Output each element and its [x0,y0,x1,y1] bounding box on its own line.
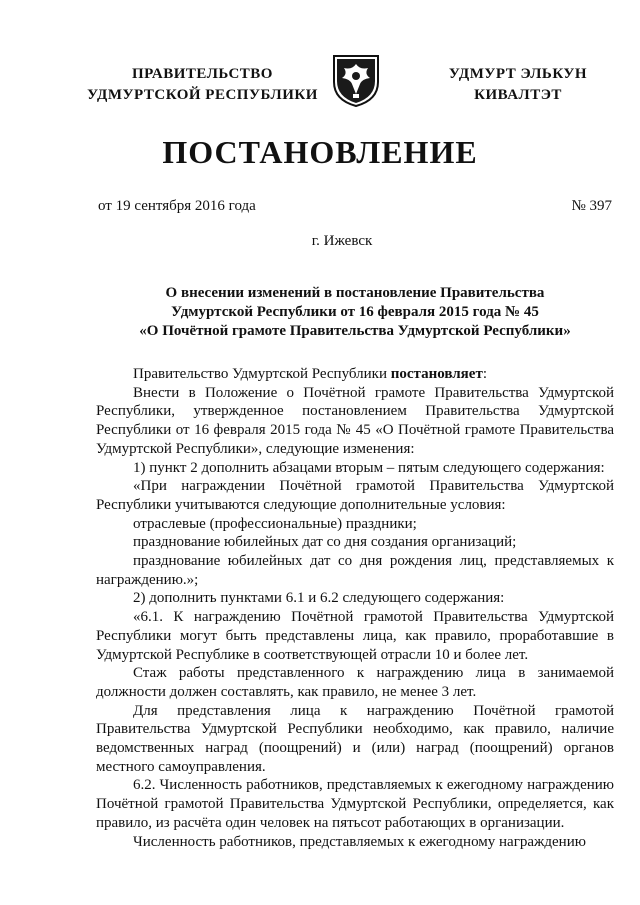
header-right-line1: УДМУРТ ЭЛЬКУН [448,66,588,82]
body-paragraph: Стаж работы представленного к награждению лица в занимаемой должности должен составлять, как правило, не менее 3 лет. [96,665,614,700]
body-paragraph: празднование юбилейных дат со дня создания организаций; [133,534,517,551]
header-left-line2: УДМУРТСКОЙ РЕСПУБЛИКИ [87,87,318,103]
body-paragraph: Численность работников, представляемых к ежегодному награждению [133,833,586,850]
document-city: г. Ижевск [311,233,373,249]
document-number: № 397 [571,198,612,214]
document-date: от 19 сентября 2016 года [98,198,256,214]
body-paragraph: «При награждении Почётной грамотой Правительства Удмуртской Республики учитываются следующие дополнительные условия: [96,478,614,513]
subject-line: О внесении изменений в постановление Правительства [165,285,545,301]
subject-line: «О Почётной грамоте Правительства Удмуртской Республики» [139,323,571,339]
subject-line: Удмуртской Республики от 16 февраля 2015 года № 45 [171,304,539,320]
udmurt-coat-of-arms-icon [330,52,382,108]
document-subject [120,284,590,341]
body-paragraph: 2) дополнить пунктами 6.1 и 6.2 следующего содержания: [133,590,505,607]
document-title: ПОСТАНОВЛЕНИЕ [162,134,478,170]
header-left-line1: ПРАВИТЕЛЬСТВО [132,66,273,82]
body-paragraph: отраслевые (профессиональные) праздники; [133,515,417,532]
body-paragraph: 1) пункт 2 дополнить абзацами вторым – пятым следующего содержания: [133,459,605,476]
header-right [428,64,608,106]
intro-bold-text: постановляет [390,366,483,382]
header-left [85,64,320,106]
body-paragraph: празднование юбилейных дат со дня рождения лиц, представляемых к награждению.»; [96,553,614,588]
body-paragraph: 6.2. Численность работников, представляемых к ежегодному награждению Почётной грамотой Правительства Удмуртской Республики, определяется, как правило, из расчёта один человек на пятьсот работающих в организации. [96,777,614,831]
body-paragraph: Внести в Положение о Почётной грамоте Правительства Удмуртской Республики, утвержденное постановлением Правительства Удмуртской Республики от 16 февраля 2015 года № 45 «О Почётной грамоте Правительства Удмуртской Республики», следующие изменения: [96,384,614,457]
document-body [96,365,614,851]
intro-text: Правительство Удмуртской Республики [133,366,391,382]
body-paragraph: «6.1. К награждению Почётной грамотой Правительства Удмуртской Республики могут быть представлены лица, как правило, проработавшие в Удмуртской Республике в соответствующей отрасли 10 и более лет. [96,609,614,663]
intro-end-text: : [482,366,487,382]
body-paragraph: Для представления лица к награждению Почётной грамотой Правительства Удмуртской Республики необходимо, как правило, наличие ведомственных наград (поощрений) и (или) наград (поощрений) органов местного самоуправления. [96,702,614,775]
body-intro [96,365,614,384]
header-right-line2: КИВАЛТЭТ [474,87,562,103]
